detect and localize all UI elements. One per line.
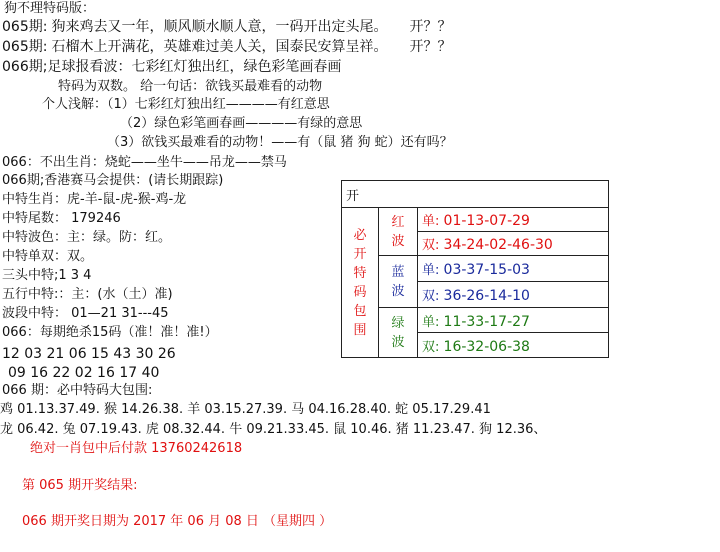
hk-horse-line: 066期;香港赛马会提供：(请长期跟踪)	[2, 173, 224, 188]
poem-text: 石榴木上开满花，英雄难过美人关，国泰民安算呈祥。	[51, 39, 388, 55]
table-header: 开	[342, 181, 609, 208]
poem-line-2	[2, 38, 451, 56]
stat-tail-numbers: 中特尾数： 179246	[2, 211, 121, 226]
stat-wave-color: 中特波色：主：绿。防：红。	[2, 230, 172, 245]
stat-heads: 三头中特;1 3 4	[2, 268, 92, 283]
stat-five-elements: 五行中特:：主：(水（土）准)	[2, 287, 173, 302]
stat-odd-even: 中特单双：双。	[2, 249, 94, 264]
side-label: 必 开 特 码 包 围	[342, 208, 379, 358]
poem-text: 狗来鸡去又一年，顺风顺水顺人意，一码开出定头尾。	[51, 19, 388, 35]
riddle-line-5: （3）欲钱买最难看的动物！——有（鼠 猪 狗 蛇）还有吗？	[107, 135, 453, 150]
poem-tail: 开？？	[409, 39, 452, 55]
green-odd-row: 单: 11-33-17-27	[418, 308, 609, 333]
no-show-line: 066：不出生肖：烧蛇——坐牛——吊龙——禁马	[2, 155, 287, 170]
page-title: 狗不理特码版：	[4, 1, 96, 16]
green-even-row: 双: 16-32-06-38	[418, 333, 609, 358]
stat-zodiac: 中特生肖：虎-羊-鼠-虎-猴-鸡-龙	[2, 192, 187, 207]
stat-band: 波段中特： 01—21 31---45	[2, 306, 169, 321]
blue-odd-row: 单: 03-37-15-03	[418, 256, 609, 282]
group-blue-label: 蓝 波	[379, 256, 418, 308]
result-heading: 第 065 期开奖结果:	[22, 478, 138, 493]
blue-even-row: 双: 36-26-14-10	[418, 282, 609, 308]
poem-tail: 开？？	[409, 19, 452, 35]
riddle-line-1: 066期;足球报看波：七彩红灯独出红，绿色彩笔画春画	[2, 59, 342, 75]
poem-line-1	[2, 18, 451, 36]
group-red-label: 红 波	[379, 208, 418, 256]
riddle-line-3: 个人浅解：（1）七彩红灯独出红————有红意思	[42, 97, 330, 112]
poem-period: 065期:	[2, 19, 48, 35]
zodiac-label: 066 期：必中特码大包围:	[2, 383, 153, 398]
prize-table	[341, 180, 609, 358]
group-green-label: 绿 波	[379, 308, 418, 358]
red-even-row: 双: 34-24-02-46-30	[418, 232, 609, 256]
fifteen-row-2: 09 16 22 02 16 17 40	[8, 365, 160, 381]
fifteen-label: 066：每期绝杀15码（准！准！准!）	[2, 325, 218, 340]
zodiac-row-1: 鸡 01.13.37.49. 猴 14.26.38. 羊 03.15.27.39. 马 04.16.28.40. 蛇 05.17.29.41	[0, 402, 491, 417]
draw-date: 066 期开奖日期为 2017 年 06 月 08 日 （星期四 ）	[22, 514, 333, 529]
fifteen-row-1: 12 03 21 06 15 43 30 26	[2, 346, 176, 362]
zodiac-row-2: 龙 06.42. 兔 07.19.43. 虎 08.32.44. 牛 09.21.33.45. 鼠 10.46. 猪 11.23.47. 狗 12.36、	[0, 422, 547, 437]
riddle-line-2: 特码为双数。 给一句话：欲钱买最难看的动物	[58, 79, 323, 94]
red-odd-row: 单: 01-13-07-29	[418, 208, 609, 232]
riddle-line-4: （2）绿色彩笔画春画————有绿的意思	[120, 116, 363, 131]
guarantee-text: 绝对一肖包中后付款 13760242618	[30, 441, 243, 456]
poem-period: 065期:	[2, 39, 48, 55]
